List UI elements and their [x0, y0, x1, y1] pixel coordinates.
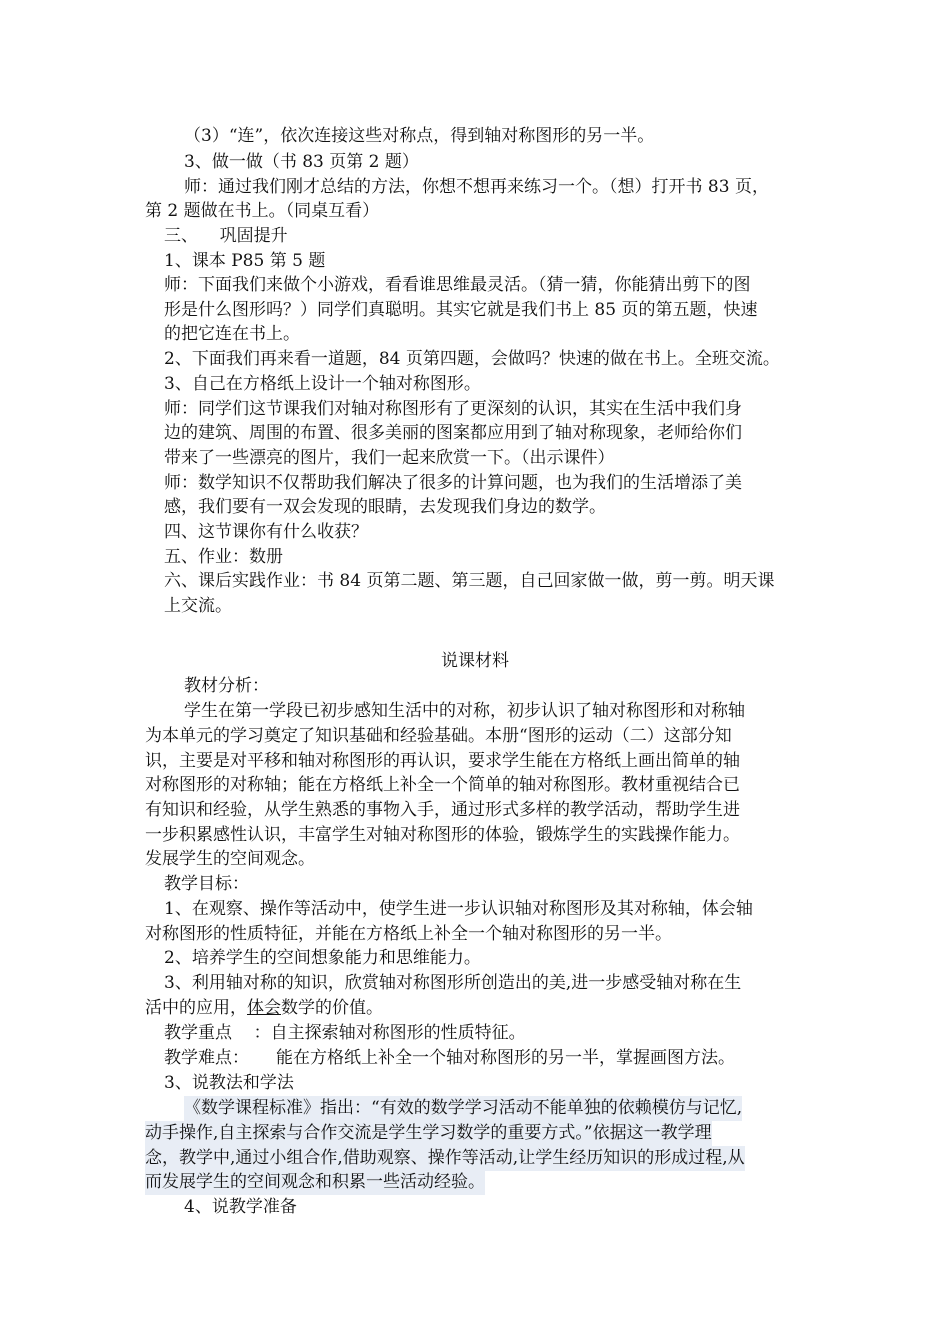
text-line: 识，主要是对平移和轴对称图形的再认识，要求学生能在方格纸上画出简单的轴: [145, 751, 740, 771]
text-line: 师：数学知识不仅帮助我们解决了很多的计算问题，也为我们的生活增添了美: [164, 473, 742, 493]
text-line: 上交流。: [164, 596, 232, 616]
text-line: 六、课后实践作业：书 84 页第二题、第三题，自己回家做一做，剪一剪。明天课: [164, 571, 775, 591]
text-line: 边的建筑、周围的布置、很多美丽的图案都应用到了轴对称现象，老师给你们: [164, 423, 742, 443]
text-line: 一步积累感性认识，丰富学生对轴对称图形的体验，锻炼学生的实践操作能力。: [145, 825, 740, 845]
text-line: 第 2 题做在书上。（同桌互看）: [145, 201, 380, 221]
text-line: 对称图形的对称轴；能在方格纸上补全一个简单的轴对称图形。教材重视结合已: [145, 775, 740, 795]
text-line: 五、作业：数册: [164, 547, 283, 567]
section-title: 说课材料: [441, 651, 509, 671]
highlighted-text-line: 动手操作,自主探索与合作交流是学生学习数学的重要方式。”依据这一教学理: [145, 1121, 712, 1146]
text-line: 为本单元的学习奠定了知识基础和经验基础。本册“图形的运动（二）这部分知: [145, 726, 732, 746]
text-line: 3、自己在方格纸上设计一个轴对称图形。: [164, 374, 481, 394]
text-line: 发展学生的空间观念。: [145, 849, 315, 869]
text-line: 师：通过我们刚才总结的方法，你想不想再来练习一个。（想）打开书 83 页，: [184, 177, 769, 197]
text-line: 感，我们要有一双会发现的眼睛，去发现我们身边的数学。: [164, 497, 606, 517]
underlined-text: 体会: [247, 998, 281, 1018]
text-line: 3、做一做（书 83 页第 2 题）: [184, 152, 419, 172]
text-line: 形是什么图形吗？）同学们真聪明。其实它就是我们书上 85 页的第五题，快速: [164, 300, 758, 320]
text-fragment: 数学的价值。: [281, 998, 383, 1018]
text-line: 1、课本 P85 第 5 题: [164, 251, 326, 271]
text-line: [145, 996, 383, 1021]
text-line: 有知识和经验，从学生熟悉的事物入手，通过形式多样的教学活动，帮助学生进: [145, 800, 740, 820]
text-line: 师：下面我们来做个小游戏，看看谁思维最灵活。（猜一猜，你能猜出剪下的图: [164, 275, 751, 295]
material-label: 教材分析：: [184, 676, 269, 696]
text-line: 1、在观察、操作等活动中，使学生进一步认识轴对称图形及其对称轴，体会轴: [164, 899, 753, 919]
text-line: 学生在第一学段已初步感知生活中的对称，初步认识了轴对称图形和对称轴: [184, 701, 745, 721]
goals-label: 教学目标：: [164, 874, 249, 894]
text-line: 2、下面我们再来看一道题，84 页第四题，会做吗？快速的做在书上。全班交流。: [164, 349, 780, 369]
key-point: 教学重点 ：自主探索轴对称图形的性质特征。: [164, 1023, 526, 1043]
highlighted-text-line: 《数学课程标准》指出：“有效的数学学习活动不能单独的依赖模仿与记忆,: [184, 1096, 742, 1121]
text-fragment: 活中的应用，: [145, 998, 247, 1018]
difficult-point: 教学难点： 能在方格纸上补全一个轴对称图形的另一半，掌握画图方法。: [164, 1048, 736, 1068]
highlighted-text-line: 而发展学生的空间观念和积累一些活动经验。: [145, 1170, 485, 1195]
text-line: 3、利用轴对称的知识，欣赏轴对称图形所创造出的美,进一步感受轴对称在生: [164, 973, 742, 993]
method-label: 3、说教法和学法: [164, 1073, 294, 1093]
highlighted-text-line: 念，教学中,通过小组合作,借助观察、操作等活动,让学生经历知识的形成过程,从: [145, 1146, 745, 1171]
text-line: 带来了一些漂亮的图片，我们一起来欣赏一下。（出示课件）: [164, 448, 615, 468]
text-line: 对称图形的性质特征，并能在方格纸上补全一个轴对称图形的另一半。: [145, 924, 672, 944]
text-line: 2、培养学生的空间想象能力和思维能力。: [164, 948, 481, 968]
text-line: （3）“连”，依次连接这些对称点，得到轴对称图形的另一半。: [184, 126, 655, 146]
section-heading: 三、 巩固提升: [164, 226, 288, 246]
text-line: 的把它连在书上。: [164, 324, 300, 344]
text-line: 四、这节课你有什么收获？: [164, 522, 368, 542]
text-line: 师：同学们这节课我们对轴对称图形有了更深刻的认识，其实在生活中我们身: [164, 399, 742, 419]
prep-label: 4、说教学准备: [184, 1197, 297, 1217]
